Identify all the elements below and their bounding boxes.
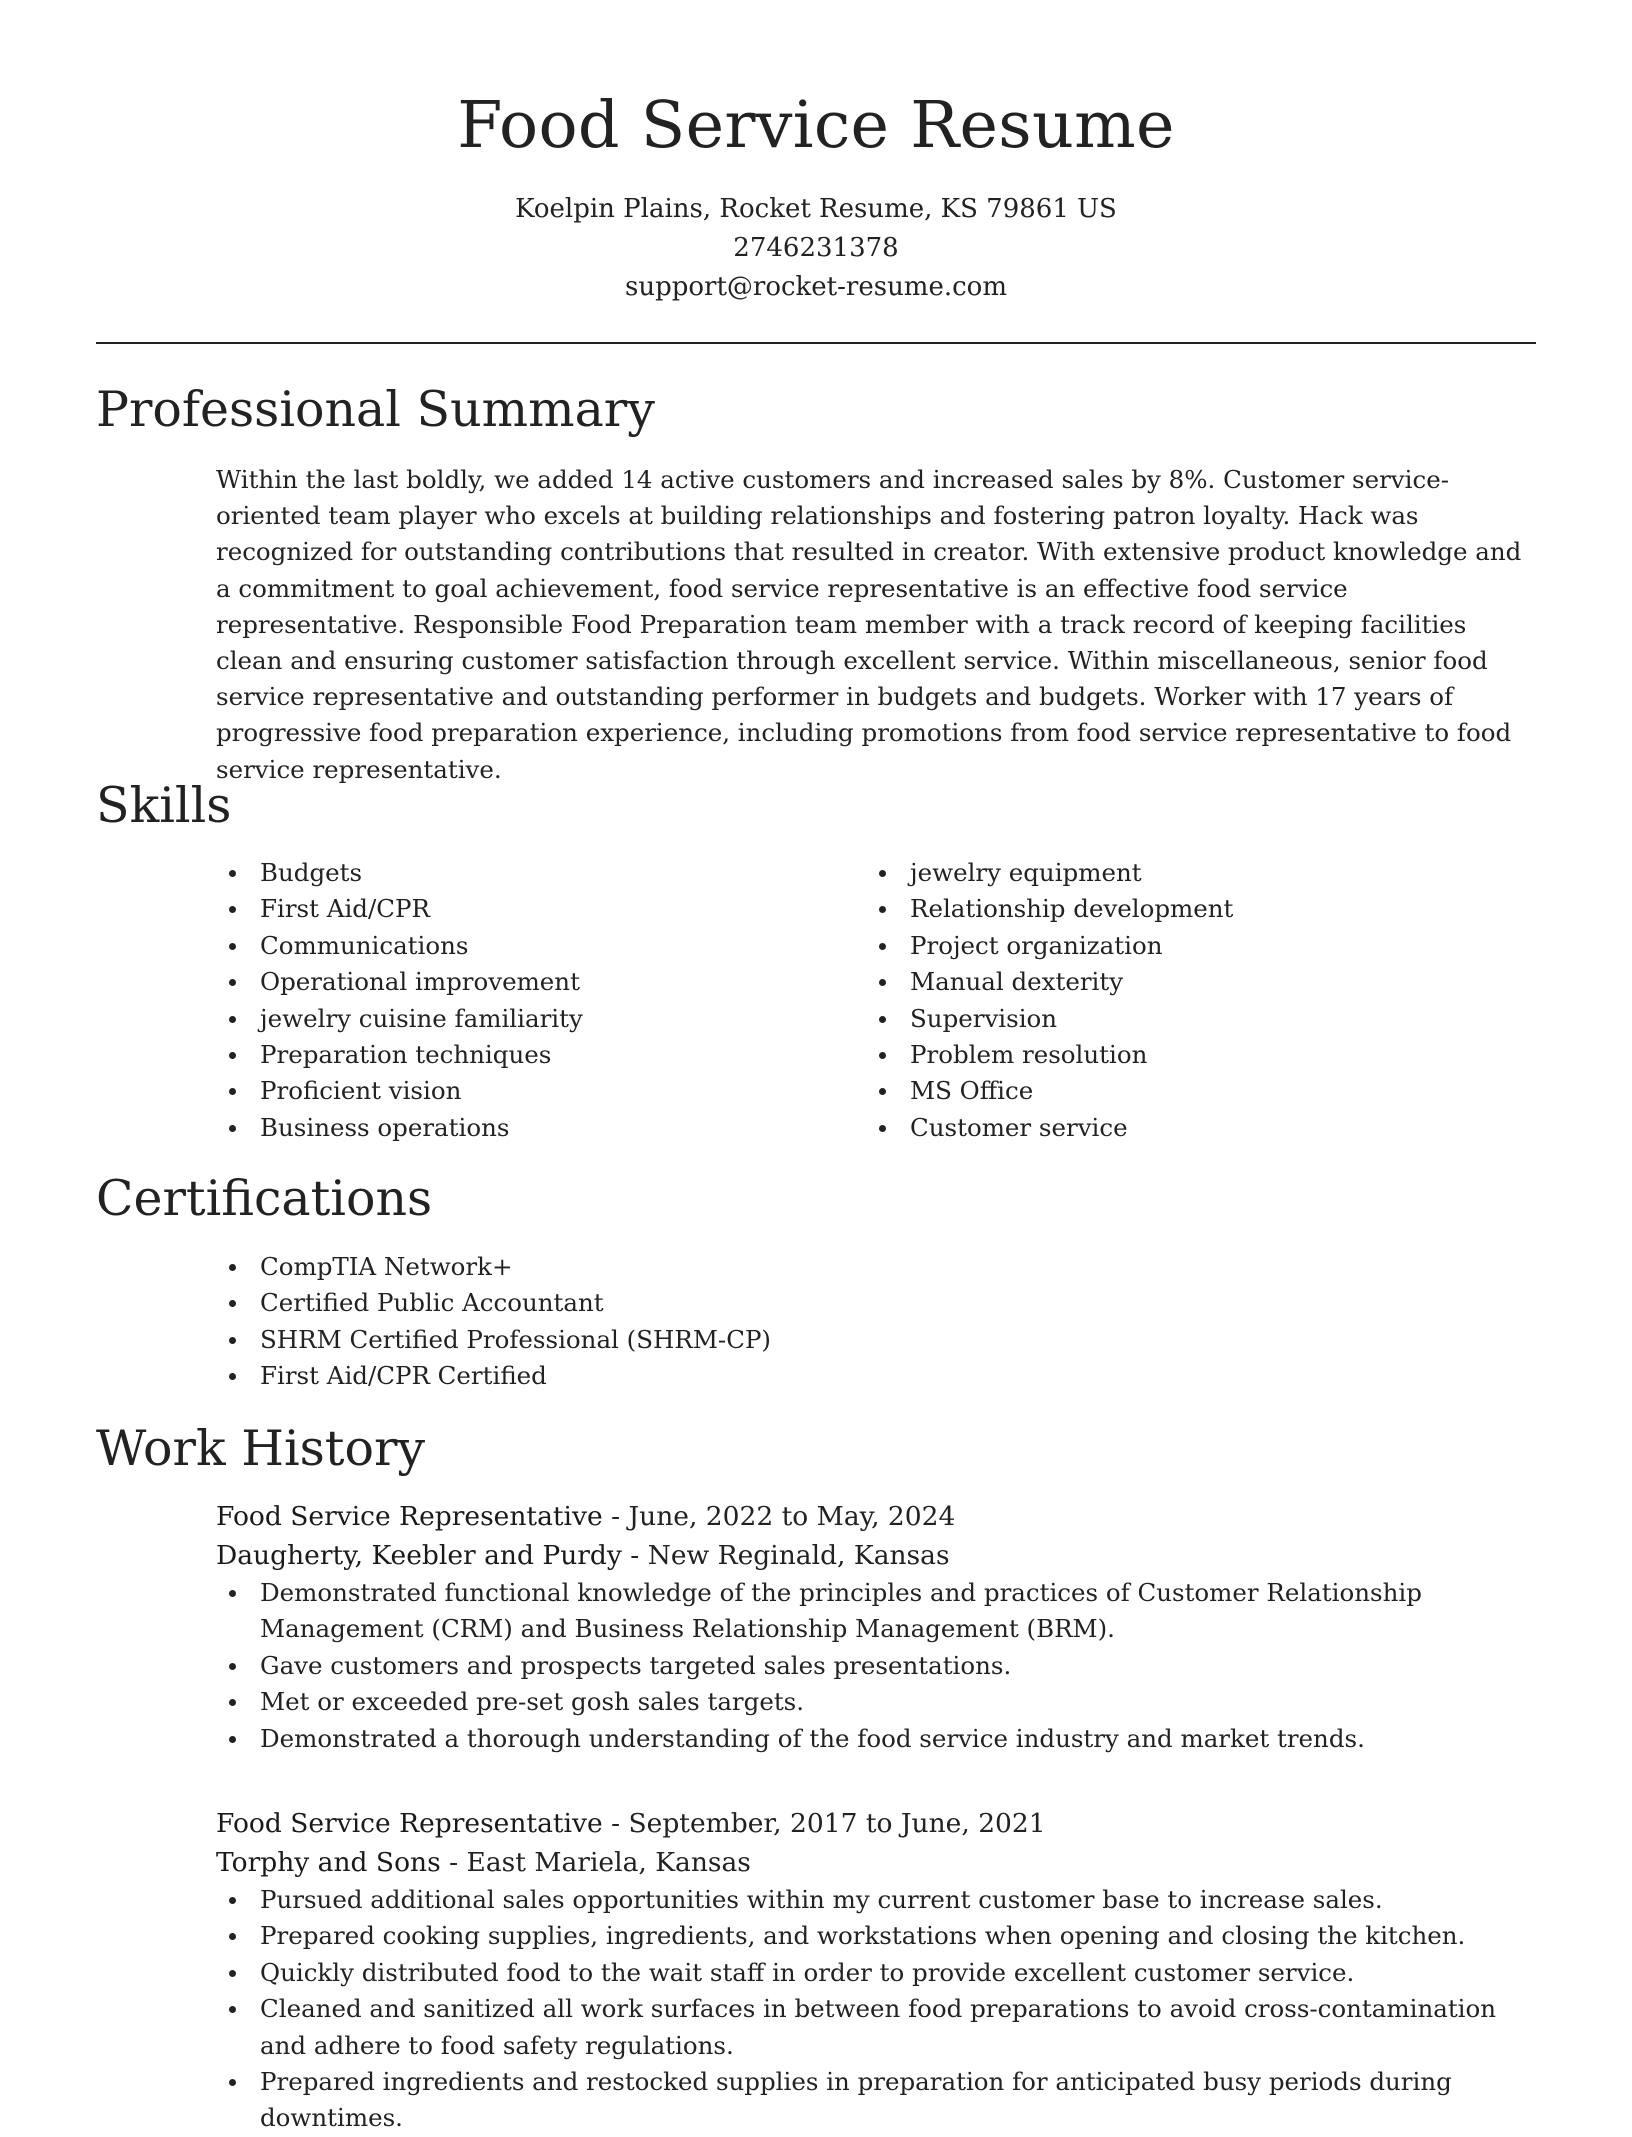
skill-item: Manual dexterity [866,964,1506,1000]
skill-item: jewelry cuisine familiarity [216,1001,816,1037]
resume-header [0,82,1632,307]
responsibility-item: Demonstrated functional knowledge of the principles and practices of Customer Relationship Management (CRM) and Business Relationship Management (BRM). [216,1575,1538,1648]
job-entry [216,1498,1538,1757]
separator: - [630,1539,648,1571]
job-title: Food Service Representative [216,1501,603,1532]
responsibility-item: Gave customers and prospects targeted sales presentations. [216,1648,1538,1684]
skill-item: jewelry equipment [866,855,1506,891]
skill-item: Customer service [866,1110,1506,1146]
skill-item: First Aid/CPR [216,891,816,927]
skill-item: Relationship development [866,891,1506,927]
summary-text: Within the last boldly, we added 14 active customers and increased sales by 8%. Customer service-oriented team player who excels at building relationships and fostering patron loyalty. Hack was recognized for outstanding contributions that resulted in creator. With extensive product knowledge and a commitment to goal achievement, food service representative is an effective food service representative. Responsible Food Preparation team member with a track record of keeping facilities clean and ensuring customer satisfaction through excellent service. Within miscellaneous, senior food service representative and outstanding performer in budgets and budgets. Worker with 17 years of progressive food preparation experience, including promotions from food service representative to food service representative. [216,465,1522,784]
skill-item: Problem resolution [866,1037,1506,1073]
responsibility-item: Prepared cooking supplies, ingredients, and workstations when opening and closing the kitchen. [216,1918,1538,1954]
skill-item: Budgets [216,855,816,891]
skills-heading: Skills [96,777,232,834]
skill-item: Project organization [866,928,1506,964]
responsibility-item: Quickly distributed food to the wait staff in order to provide excellent customer service. [216,1955,1538,1991]
job-entry [216,1805,1538,2137]
job-responsibilities [216,1575,1538,1757]
certifications-list [216,1249,1116,1395]
separator: - [449,1846,467,1878]
skill-item: Proficient vision [216,1073,816,1109]
certification-item: First Aid/CPR Certified [216,1358,1116,1394]
job-location: East Mariela, Kansas [466,1846,751,1878]
certification-item: SHRM Certified Professional (SHRM-CP) [216,1322,1116,1358]
responsibility-item: Cleaned and sanitized all work surfaces in between food preparations to avoid cross-contamination and adhere to food safety regulations. [216,1991,1538,2064]
email-address: support@rocket-resume.com [624,272,1007,302]
job-title-line [216,1805,1538,1844]
certifications-heading: Certifications [96,1170,433,1227]
responsibility-item: Pursued additional sales opportunities within my current customer base to increase sales. [216,1882,1538,1918]
job-title: Food Service Representative [216,1808,603,1839]
skill-item: Supervision [866,1001,1506,1037]
certification-item: Certified Public Accountant [216,1285,1116,1321]
skill-item: Preparation techniques [216,1037,816,1073]
responsibility-item: Prepared ingredients and restocked supplies in preparation for anticipated busy periods during downtimes. [216,2064,1538,2137]
separator: - [611,1501,629,1532]
skills-list-left [216,855,816,1146]
skill-item: Business operations [216,1110,816,1146]
skill-item: MS Office [866,1073,1506,1109]
job-company-line [216,1844,1538,1883]
contact-info [0,190,1632,307]
header-divider [96,342,1536,344]
resume-title: Food Service Resume [457,88,1175,163]
skill-item: Communications [216,928,816,964]
responsibility-item: Met or exceeded pre-set gosh sales targets. [216,1684,1538,1720]
job-company-line [216,1537,1538,1576]
certification-item: CompTIA Network+ [216,1249,1116,1285]
company-name: Torphy and Sons [216,1846,441,1878]
job-dates: September, 2017 to June, 2021 [628,1808,1046,1839]
company-name: Daugherty, Keebler and Purdy [216,1539,622,1571]
job-dates: June, 2022 to May, 2024 [628,1501,956,1532]
address: Koelpin Plains, Rocket Resume, KS 79861 US [515,194,1117,224]
phone-number: 2746231378 [733,233,899,263]
responsibility-item: Demonstrated a thorough understanding of the food service industry and market trends. [216,1721,1538,1757]
job-responsibilities [216,1882,1538,2137]
summary-heading: Professional Summary [96,381,655,438]
work-history-heading: Work History [96,1420,426,1477]
separator: - [611,1808,629,1839]
job-title-line [216,1498,1538,1537]
job-location: New Reginald, Kansas [647,1539,950,1571]
skill-item: Operational improvement [216,964,816,1000]
skills-list-right [866,855,1506,1146]
